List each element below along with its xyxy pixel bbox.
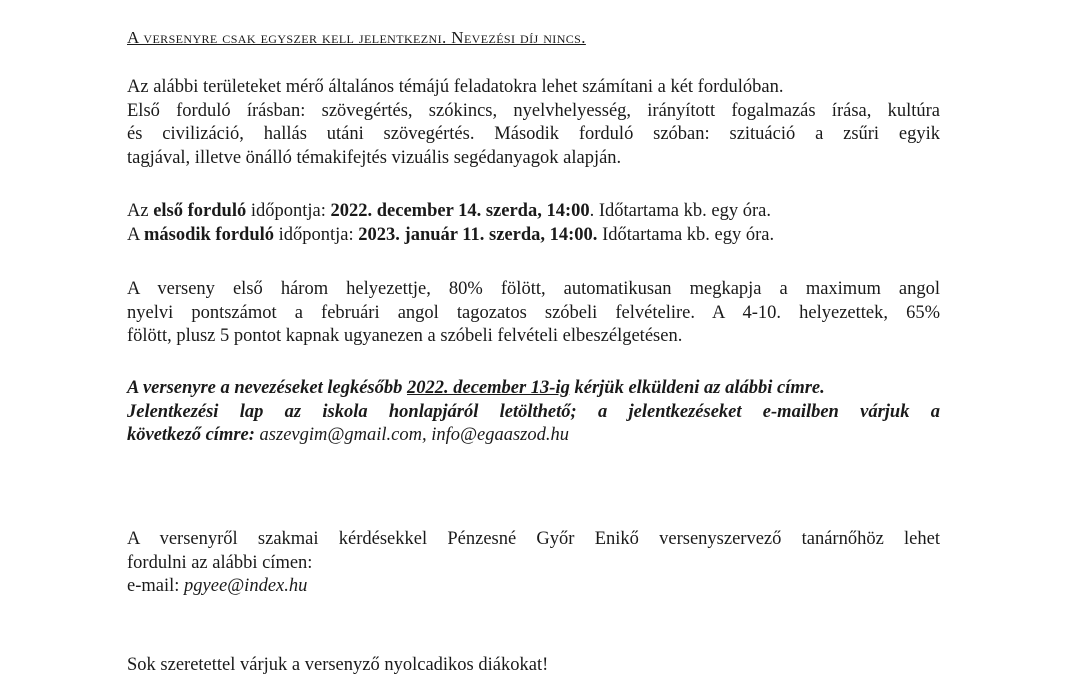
paragraph-closing	[127, 654, 940, 675]
registration-deadline-date: 2022. december 13-ig	[407, 378, 570, 398]
topics-line-3: és civilizáció, hallás utáni szövegértés. Második forduló szóban: szituáció a zsűri egyik	[127, 124, 940, 144]
registration-line-1	[127, 377, 940, 401]
paragraph-contact	[127, 528, 940, 599]
second-round-prefix: A	[127, 224, 144, 245]
second-round-duration: Időtartama kb. egy óra.	[597, 224, 775, 245]
topics-line-1: Az alábbi területeket mérő általános témájú feladatokra lehet számítani a két fordulóban.	[127, 77, 784, 97]
paragraph-dates	[127, 200, 940, 247]
heading-text: A versenyre csak egyszer kell jelentkezni. Nevezési díj nincs.	[127, 28, 586, 47]
contact-email-link[interactable]: pgyee@index.hu	[184, 576, 308, 596]
first-round-prefix: Az	[127, 201, 154, 221]
notice-heading	[127, 28, 586, 48]
registration-deadline-suffix: kérjük elküldeni az alábbi címre.	[569, 378, 825, 398]
second-round-date: 2023. január 11. szerda, 14:00.	[358, 224, 598, 245]
second-round-mid: időpontja:	[274, 224, 359, 245]
first-round-line	[127, 200, 940, 224]
registration-line-2: Jelentkezési lap az iskola honlapjáról letölthető; a jelentkezéseket e-mailben várjuk a	[127, 401, 940, 422]
first-round-duration: . Időtartama kb. egy óra.	[589, 201, 771, 221]
paragraph-rewards	[127, 278, 940, 349]
contact-line-1: A versenyről szakmai kérdésekkel Pénzesné Győr Enikő versenyszervező tanárnőhöz lehet	[127, 529, 940, 549]
registration-line-3	[127, 424, 940, 448]
second-round-line	[127, 224, 940, 248]
contact-line-2: fordulni az alábbi címen:	[127, 552, 313, 573]
second-round-label: második forduló	[143, 224, 275, 245]
rewards-line-3: fölött, plusz 5 pontot kapnak ugyanezen a szóbeli felvételi elbeszélgetésen.	[127, 326, 683, 346]
rewards-line-1: A verseny első három helyezettje, 80% fölött, automatikusan megkapja a maximum angol	[127, 279, 940, 299]
registration-address-label: következő címre:	[127, 425, 260, 445]
first-round-date: 2022. december 14. szerda, 14:00	[330, 201, 590, 221]
contact-email-line	[127, 575, 940, 599]
registration-deadline-prefix: A versenyre a nevezéseket legkésőbb	[127, 378, 407, 398]
paragraph-topics	[127, 76, 940, 170]
topics-line-2: Első forduló írásban: szövegértés, szókincs, nyelvhelyesség, irányított fogalmazás írása, kultúra	[127, 100, 940, 121]
closing-line: Sok szeretettel várjuk a versenyző nyolcadikos diákokat!	[127, 655, 549, 675]
contact-email-label: e-mail:	[127, 576, 185, 596]
topics-line-4: tagjával, illetve önálló témakifejtés vizuális segédanyagok alapján.	[127, 147, 622, 168]
registration-email-addresses[interactable]: aszevgim@gmail.com, info@egaaszod.hu	[259, 425, 570, 445]
first-round-label: első forduló	[153, 201, 247, 221]
paragraph-registration	[127, 377, 940, 448]
rewards-line-2: nyelvi pontszámot a februári angol tagozatos szóbeli felvételire. A 4-10. helyezettek, 65%	[127, 302, 940, 323]
first-round-mid: időpontja:	[246, 201, 331, 221]
